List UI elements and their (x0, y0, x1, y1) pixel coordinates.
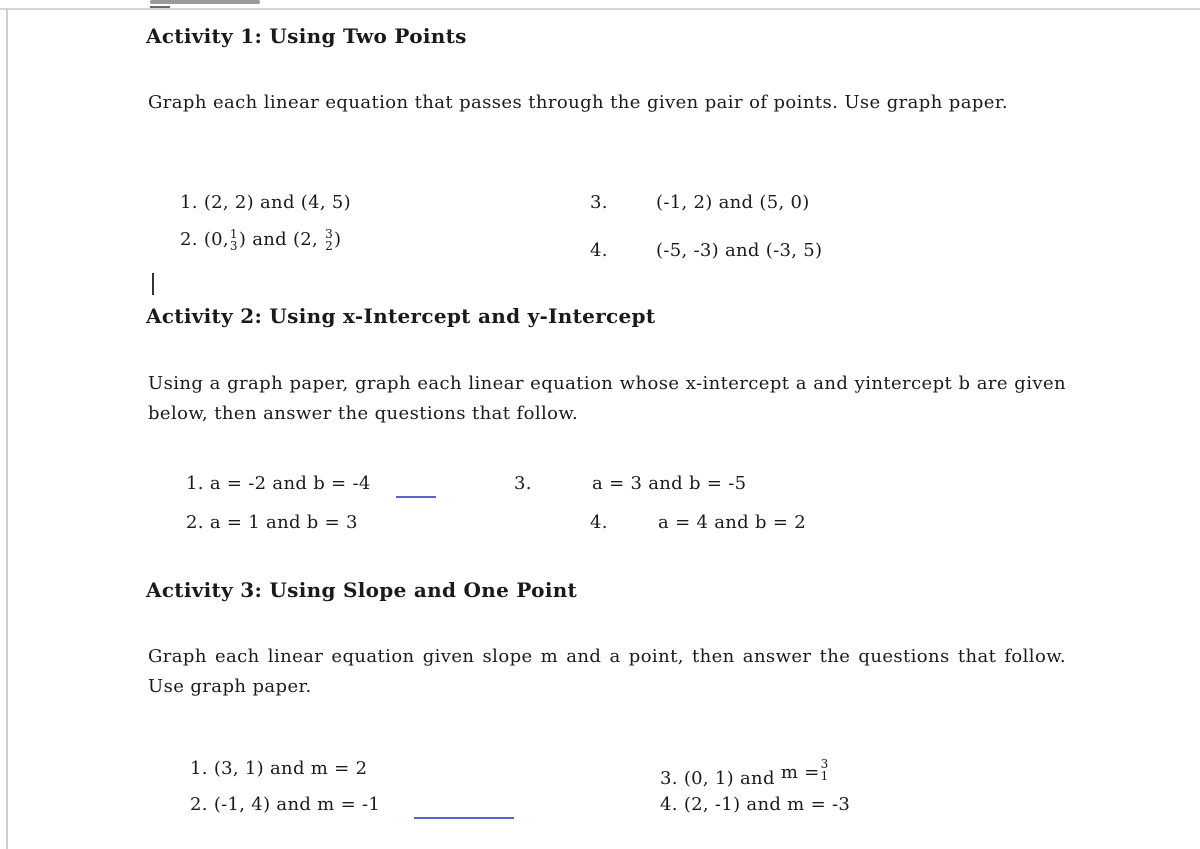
item-text: a = -2 and b = -4 (209, 473, 371, 494)
item-number: 3. (514, 473, 532, 494)
item-number: 2. (186, 512, 204, 533)
activity2-item-4 (590, 512, 806, 533)
fraction-slope: 3 1 (820, 757, 829, 783)
activity2-item-2 (186, 512, 358, 533)
activity3-item-4 (660, 794, 850, 815)
item-text: a = 4 and b = 2 (658, 512, 807, 533)
activity1-item-4 (590, 240, 822, 261)
spellcheck-underline (414, 817, 514, 819)
activity2-item-3 (514, 473, 746, 494)
activity3-instructions: Graph each linear equation given slope m and a point, then answer the questions that follow. Use graph paper. (148, 646, 1066, 697)
item-text: (-5, -3) and (-3, 5) (656, 240, 823, 261)
item-number: 4. (660, 794, 678, 815)
activity1-item-1 (180, 192, 351, 213)
spellcheck-underline (396, 496, 436, 498)
item-number: 1. (186, 473, 204, 494)
item-text: (2, -1) and m = -3 (683, 794, 851, 815)
item-number: 3. (590, 192, 608, 213)
item-text: (3, 1) and m = 2 (213, 758, 368, 779)
activity2-title: Activity 2: Using x-Intercept and y-Intercept (146, 304, 656, 328)
item-number: 2. (190, 794, 208, 815)
activity1-instructions: Graph each linear equation that passes through the given pair of points. Use graph paper. (148, 92, 1008, 113)
item-text-b: ) and (2, (238, 229, 319, 250)
item-number: 1. (180, 192, 198, 213)
item-text: a = 1 and b = 3 (209, 512, 358, 533)
activity2-item-1 (186, 473, 371, 494)
activity3-item-2 (190, 794, 380, 815)
slope-label: m = (780, 762, 820, 783)
text-cursor (152, 273, 154, 295)
fraction-one-third: 1 3 (229, 227, 238, 253)
item-text: (2, 2) and (4, 5) (203, 192, 351, 213)
item-text: (-1, 2) and (5, 0) (656, 192, 810, 213)
page-border-top (0, 8, 1200, 10)
activity3-item-1 (190, 758, 367, 779)
activity1-item-2 (180, 228, 341, 252)
item-number: 3. (660, 768, 678, 789)
item-text-c: ) (334, 229, 342, 250)
item-text-a: (0, (203, 229, 229, 250)
item-number: 4. (590, 512, 608, 533)
fraction-three-halves: 3 2 (325, 227, 334, 253)
top-edge-mark (150, 0, 260, 4)
activity1-item-3 (590, 192, 810, 213)
item-number: 4. (590, 240, 608, 261)
item-number: 1. (190, 758, 208, 779)
page-border-left (6, 8, 8, 849)
item-number: 2. (180, 229, 198, 250)
item-text: (-1, 4) and m = -1 (213, 794, 381, 815)
item-text: (0, 1) and (683, 768, 775, 789)
activity2-instructions: Using a graph paper, graph each linear equation whose x-intercept a and yintercept b are given below, then answer the questions that follow. (148, 373, 1066, 424)
activity3-title: Activity 3: Using Slope and One Point (146, 578, 578, 602)
activity3-item-3 (660, 758, 830, 789)
item-text: a = 3 and b = -5 (592, 473, 747, 494)
activity1-title: Activity 1: Using Two Points (146, 24, 467, 48)
